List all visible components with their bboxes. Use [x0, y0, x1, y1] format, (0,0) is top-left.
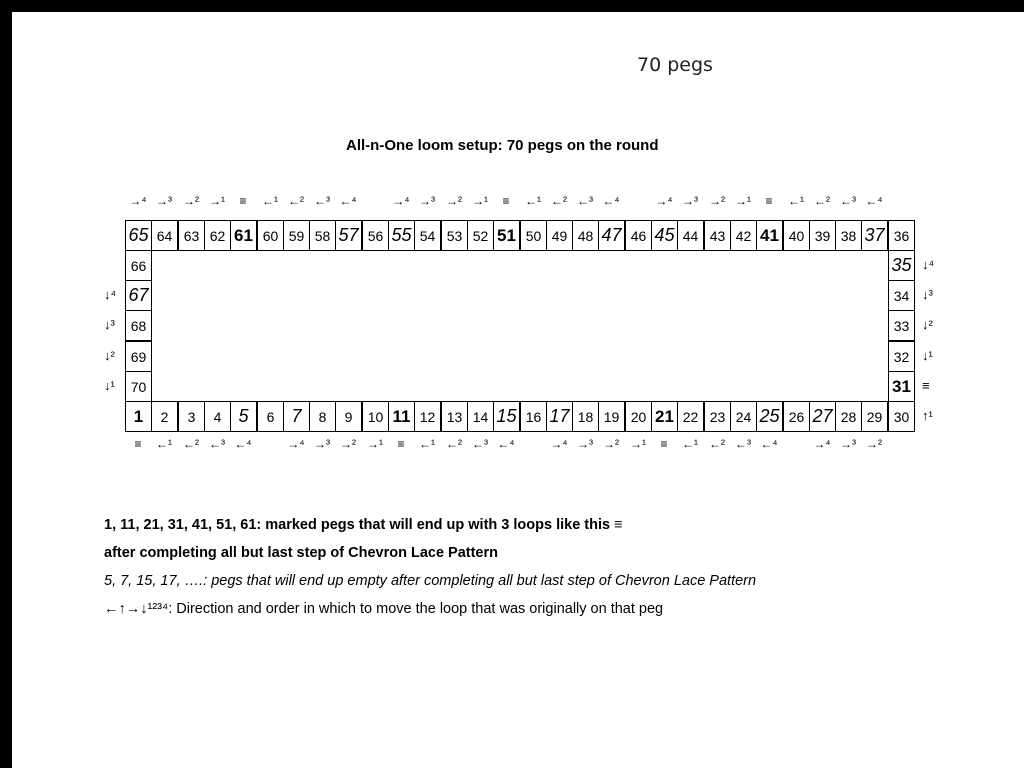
- peg-27: 27: [809, 401, 836, 432]
- page: [12, 12, 1024, 768]
- top_arrows-arrow: →²: [446, 194, 462, 208]
- peg-40: 40: [783, 220, 810, 251]
- top_arrows-arrow: →⁴: [392, 194, 410, 208]
- loom-diagram: [125, 220, 917, 431]
- peg-42: 42: [730, 220, 757, 251]
- bottom_arrows-arrow: →⁴: [813, 437, 831, 451]
- peg-15: 15: [493, 401, 520, 432]
- peg-49: 49: [546, 220, 573, 251]
- bottom_arrows-arrow: ←³: [735, 437, 751, 451]
- right-arrow-1: ↓⁴: [922, 257, 935, 272]
- right-arrow-4: ↓¹: [922, 348, 933, 363]
- bottom_arrows-arrow: →⁴: [550, 437, 568, 451]
- top_arrows-arrow: →²: [183, 194, 199, 208]
- legend-directions: ←↑→↓¹²³⁴: Direction and order in which to move the loop that was originally on that peg: [104, 601, 664, 617]
- legend-empty-pegs: 5, 7, 15, 17, ….: pegs that will end up empty after completing all but last step of Chevron Lace Pattern: [104, 573, 757, 589]
- peg-48: 48: [572, 220, 599, 251]
- right-arrow-3: ↓²: [922, 317, 933, 332]
- bottom_arrows-arrow: ≡: [397, 437, 405, 451]
- bottom_arrows-arrow: →³: [314, 437, 330, 451]
- top_arrows-arrow: ←¹: [788, 194, 804, 208]
- bottom-arrow-row: [125, 437, 915, 457]
- bottom_arrows-arrow: →³: [577, 437, 593, 451]
- peg-8: 8: [309, 401, 336, 432]
- top_arrows-arrow: ←³: [840, 194, 856, 208]
- peg-23: 23: [704, 401, 731, 432]
- top_arrows-arrow: →²: [709, 194, 725, 208]
- peg-66: 66: [125, 250, 152, 281]
- peg-1: 1: [125, 401, 152, 432]
- bottom_arrows-arrow: →¹: [630, 437, 646, 451]
- bottom-right-arrow: ↑¹: [922, 408, 933, 423]
- peg-26: 26: [783, 401, 810, 432]
- peg-25: 25: [756, 401, 783, 432]
- peg-53: 53: [441, 220, 468, 251]
- bottom_arrows-arrow: →²: [866, 437, 882, 451]
- peg-6: 6: [257, 401, 284, 432]
- bottom_arrows-arrow: ←¹: [419, 437, 435, 451]
- peg-9: 9: [335, 401, 362, 432]
- bottom_arrows-arrow: ←²: [709, 437, 725, 451]
- bottom_arrows-arrow: ←²: [183, 437, 199, 451]
- peg-50: 50: [520, 220, 547, 251]
- peg-2: 2: [151, 401, 178, 432]
- legend-marked-pegs: 1, 11, 21, 31, 41, 51, 61: marked pegs that will end up with 3 loops like this ≡: [104, 517, 623, 533]
- peg-12: 12: [414, 401, 441, 432]
- peg-30: 30: [888, 401, 915, 432]
- peg-52: 52: [467, 220, 494, 251]
- top_arrows-arrow: ←⁴: [865, 194, 883, 208]
- top_arrows-arrow: ≡: [239, 194, 247, 208]
- bottom_arrows-arrow: ←³: [209, 437, 225, 451]
- top_arrows-arrow: →¹: [209, 194, 225, 208]
- peg-38: 38: [835, 220, 862, 251]
- top_arrows-arrow: →⁴: [129, 194, 147, 208]
- peg-28: 28: [835, 401, 862, 432]
- peg-36: 36: [888, 220, 915, 251]
- peg-47: 47: [598, 220, 625, 251]
- left-arrow-5: ↓¹: [104, 378, 115, 393]
- peg-5: 5: [230, 401, 257, 432]
- peg-61: 61: [230, 220, 257, 251]
- top_arrows-arrow: →³: [419, 194, 435, 208]
- top_arrows-arrow: ←²: [288, 194, 304, 208]
- left-arrow-2: ↓⁴: [104, 287, 117, 302]
- peg-33: 33: [888, 310, 915, 341]
- peg-64: 64: [151, 220, 178, 251]
- peg-10: 10: [362, 401, 389, 432]
- peg-32: 32: [888, 341, 915, 372]
- peg-21: 21: [651, 401, 678, 432]
- bottom_arrows-arrow: →²: [340, 437, 356, 451]
- peg-18: 18: [572, 401, 599, 432]
- top_arrows-arrow: ←¹: [262, 194, 278, 208]
- peg-46: 46: [625, 220, 652, 251]
- top_arrows-arrow: →¹: [472, 194, 488, 208]
- peg-44: 44: [677, 220, 704, 251]
- peg-11: 11: [388, 401, 415, 432]
- top_arrows-arrow: ←³: [314, 194, 330, 208]
- peg-34: 34: [888, 280, 915, 311]
- left-arrow-3: ↓³: [104, 317, 115, 332]
- top_arrows-arrow: →⁴: [655, 194, 673, 208]
- top_arrows-arrow: ←¹: [525, 194, 541, 208]
- peg-7: 7: [283, 401, 310, 432]
- peg-31: 31: [888, 371, 915, 402]
- legend-marked-pegs-cont: after completing all but last step of Chevron Lace Pattern: [104, 545, 498, 561]
- bottom_arrows-arrow: ≡: [660, 437, 668, 451]
- page-heading: 70 pegs: [637, 54, 713, 76]
- peg-63: 63: [178, 220, 205, 251]
- top_arrows-arrow: →³: [682, 194, 698, 208]
- peg-4: 4: [204, 401, 231, 432]
- bottom_arrows-arrow: ←¹: [682, 437, 698, 451]
- peg-69: 69: [125, 341, 152, 372]
- peg-39: 39: [809, 220, 836, 251]
- peg-17: 17: [546, 401, 573, 432]
- top_arrows-arrow: →³: [156, 194, 172, 208]
- top_arrows-arrow: ≡: [502, 194, 510, 208]
- bottom_arrows-arrow: ←¹: [156, 437, 172, 451]
- top_arrows-arrow: →¹: [735, 194, 751, 208]
- peg-55: 55: [388, 220, 415, 251]
- right-arrow-5: ≡: [922, 378, 930, 393]
- peg-60: 60: [257, 220, 284, 251]
- peg-58: 58: [309, 220, 336, 251]
- peg-51: 51: [493, 220, 520, 251]
- bottom_arrows-arrow: →¹: [367, 437, 383, 451]
- top_arrows-arrow: ←²: [814, 194, 830, 208]
- peg-62: 62: [204, 220, 231, 251]
- top_arrows-arrow: ≡: [765, 194, 773, 208]
- peg-57: 57: [335, 220, 362, 251]
- top-arrow-row: [125, 194, 915, 214]
- peg-70: 70: [125, 371, 152, 402]
- bottom_arrows-arrow: →²: [603, 437, 619, 451]
- peg-14: 14: [467, 401, 494, 432]
- peg-24: 24: [730, 401, 757, 432]
- peg-3: 3: [178, 401, 205, 432]
- peg-68: 68: [125, 310, 152, 341]
- bottom_arrows-arrow: →⁴: [287, 437, 305, 451]
- top_arrows-arrow: ←⁴: [339, 194, 357, 208]
- loom-title: All-n-One loom setup: 70 pegs on the round: [346, 137, 659, 154]
- bottom_arrows-arrow: ←³: [472, 437, 488, 451]
- peg-43: 43: [704, 220, 731, 251]
- top_arrows-arrow: ←²: [551, 194, 567, 208]
- peg-19: 19: [598, 401, 625, 432]
- peg-29: 29: [861, 401, 888, 432]
- peg-16: 16: [520, 401, 547, 432]
- left-arrow-4: ↓²: [104, 348, 115, 363]
- peg-54: 54: [414, 220, 441, 251]
- peg-35: 35: [888, 250, 915, 281]
- right-arrow-2: ↓³: [922, 287, 933, 302]
- peg-67: 67: [125, 280, 152, 311]
- bottom_arrows-arrow: ←²: [446, 437, 462, 451]
- peg-22: 22: [677, 401, 704, 432]
- peg-56: 56: [362, 220, 389, 251]
- top_arrows-arrow: ←³: [577, 194, 593, 208]
- peg-41: 41: [756, 220, 783, 251]
- peg-59: 59: [283, 220, 310, 251]
- bottom_arrows-arrow: ←⁴: [234, 437, 252, 451]
- top_arrows-arrow: ←⁴: [602, 194, 620, 208]
- bottom_arrows-arrow: ←⁴: [760, 437, 778, 451]
- peg-45: 45: [651, 220, 678, 251]
- peg-13: 13: [441, 401, 468, 432]
- peg-37: 37: [861, 220, 888, 251]
- peg-65: 65: [125, 220, 152, 251]
- peg-20: 20: [625, 401, 652, 432]
- bottom_arrows-arrow: →³: [840, 437, 856, 451]
- bottom_arrows-arrow: ←⁴: [497, 437, 515, 451]
- bottom_arrows-arrow: ≡: [134, 437, 142, 451]
